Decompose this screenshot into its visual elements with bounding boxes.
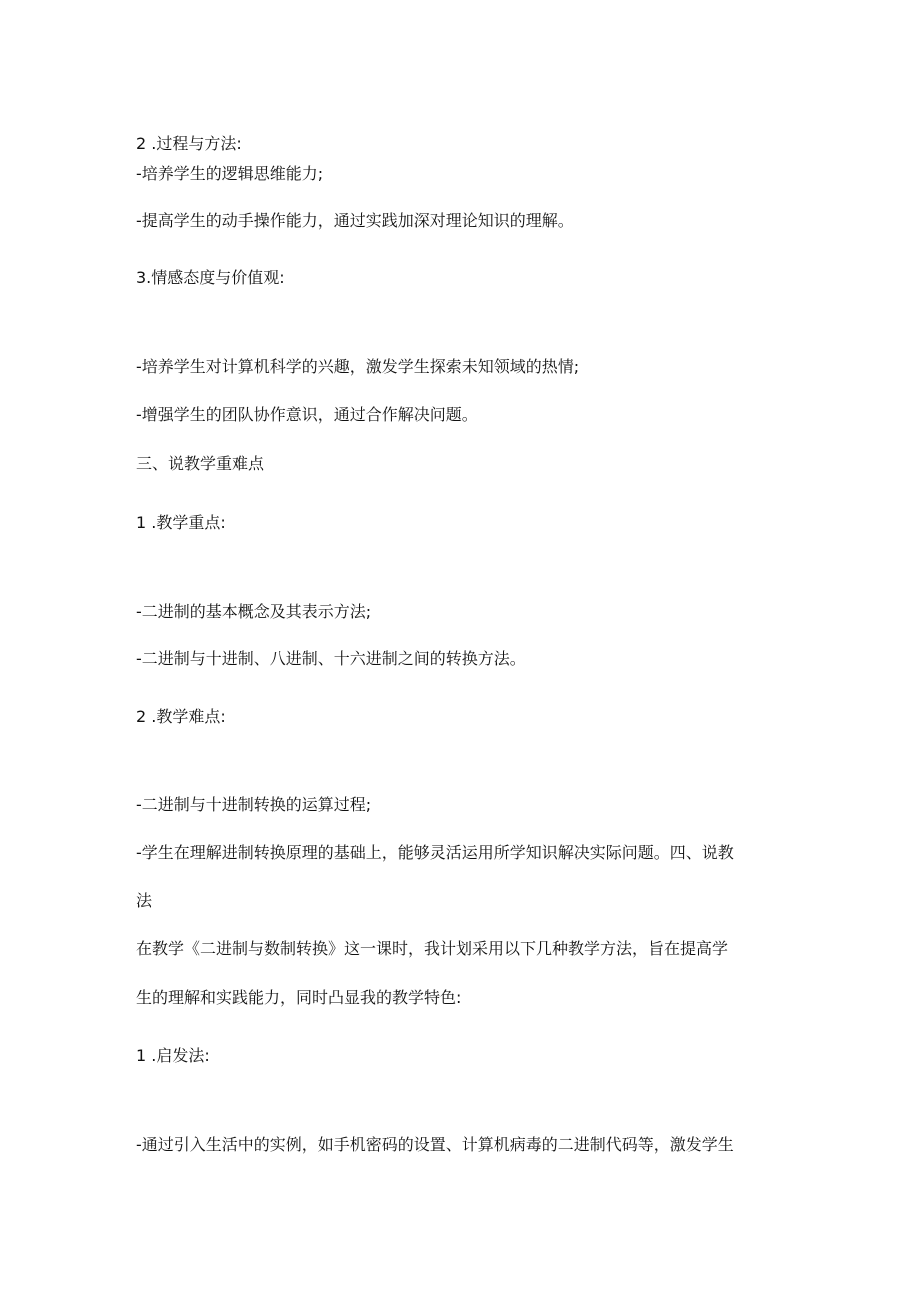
text-continuation-fa: 法	[136, 891, 153, 910]
paragraph-methods-intro-1: 在教学《二进制与数制转换》这一课时，我计划采用以下几种教学方法，旨在提高学	[136, 939, 729, 958]
heading-key-points: 1 .教学重点:	[136, 513, 226, 532]
heading-heuristic-method: 1 .启发法:	[136, 1046, 210, 1065]
list-item-teamwork: -增强学生的团队协作意识，通过合作解决问题。	[136, 405, 478, 424]
list-item-hands-on: -提高学生的动手操作能力，通过实践加深对理论知识的理解。	[136, 211, 574, 230]
heading-process-methods: 2 .过程与方法:	[136, 134, 242, 153]
list-item-calc-process: -二进制与十进制转换的运算过程;	[136, 795, 372, 814]
section-heading-key-difficult: 三、说教学重难点	[136, 454, 265, 473]
list-item-apply-knowledge: -学生在理解进制转换原理的基础上，能够灵活运用所学知识解决实际问题。四、说教	[136, 843, 734, 862]
heading-emotional-values: 3.情感态度与价值观:	[136, 268, 285, 287]
list-item-logic-thinking: -培养学生的逻辑思维能力;	[136, 164, 324, 183]
heading-difficult-points: 2 .教学难点:	[136, 707, 226, 726]
paragraph-methods-intro-2: 生的理解和实践能力，同时凸显我的教学特色:	[136, 988, 462, 1007]
list-item-binary-concept: -二进制的基本概念及其表示方法;	[136, 602, 372, 621]
list-item-real-examples: -通过引入生活中的实例，如手机密码的设置、计算机病毒的二进制代码等，激发学生	[136, 1135, 734, 1154]
list-item-interest: -培养学生对计算机科学的兴趣，激发学生探索未知领域的热情;	[136, 357, 580, 376]
list-item-conversion-methods: -二进制与十进制、八进制、十六进制之间的转换方法。	[136, 649, 526, 668]
